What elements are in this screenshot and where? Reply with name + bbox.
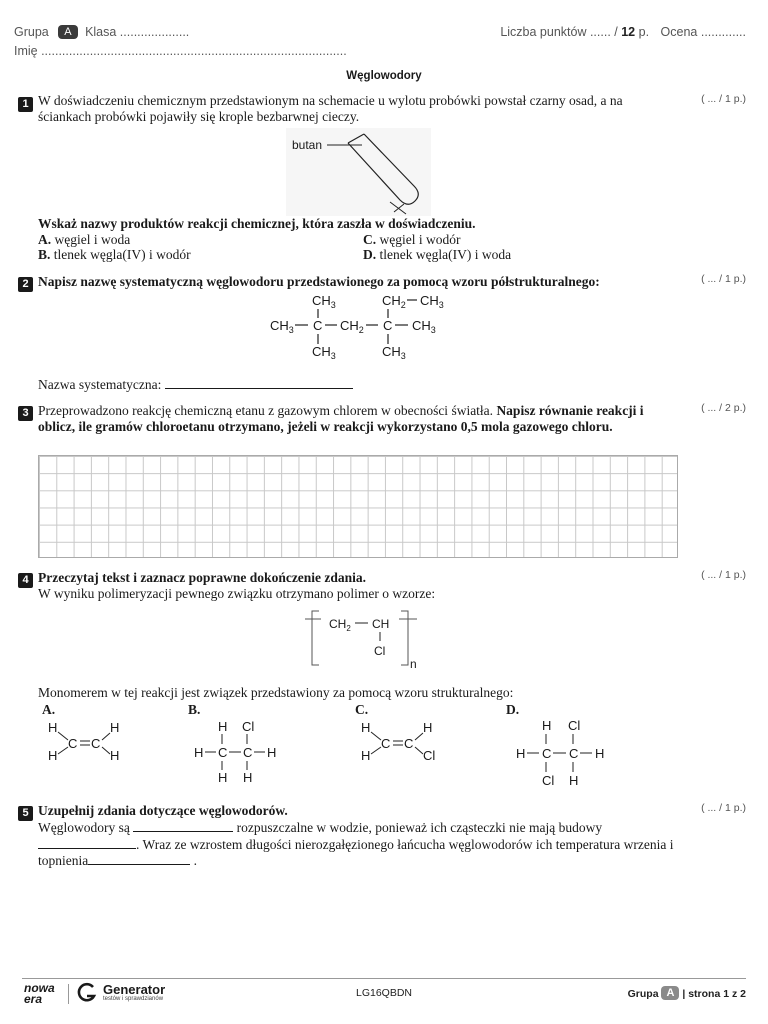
q4-option-b-label[interactable]: B. xyxy=(188,702,201,717)
svg-text:C: C xyxy=(243,745,253,760)
group-label: Grupa xyxy=(14,25,49,39)
q1-instruction: Wskaż nazwy produktów reakcji chemicznej, która zaszła w doświadczeniu. xyxy=(38,216,476,231)
q5-text: Węglowodory są rozpuszczalne w wodzie, ponieważ ich cząsteczki nie mają budowy . Wraz ze wzrostem długości nierozgałęzionego łańcucha węglowodorów ich temperatura wrzenia i topnienia . xyxy=(38,820,674,868)
q1-option-a[interactable]: A. węgiel i woda xyxy=(38,232,131,247)
svg-text:Cl: Cl xyxy=(568,718,581,733)
q5-blank-3[interactable] xyxy=(88,852,190,865)
svg-text:H: H xyxy=(48,720,58,735)
svg-text:CH3: $CH_3$ xyxy=(312,293,336,310)
svg-text:C: C xyxy=(542,746,552,761)
svg-text:H: H xyxy=(423,720,433,735)
svg-text:H: H xyxy=(516,746,526,761)
footer-divider xyxy=(22,978,746,979)
test-tube-diagram xyxy=(286,128,431,216)
points-q5: ( ... / 1 p.) xyxy=(701,802,746,814)
points-max: 12 xyxy=(621,25,636,39)
points-q3: ( ... / 2 p.) xyxy=(701,402,746,414)
q1-option-c[interactable]: C. węgiel i wodór xyxy=(363,232,461,247)
q4-option-a-label[interactable]: A. xyxy=(42,702,56,717)
q2-answer-row xyxy=(38,376,353,393)
q4-option-c-formula[interactable] xyxy=(357,716,447,766)
butan-label: butan xyxy=(292,138,323,152)
svg-text:H: H xyxy=(243,770,253,784)
q3-text: Przeprowadzono reakcję chemiczną etanu z gazowym chlorem w obecności światła. Napisz równanie reakcji i oblicz, ile gramów chloroetanu otrzymano, jeżeli w reakcji wykorzystano 0,5 mola gazowego chloru. xyxy=(38,403,644,434)
svg-text:H: H xyxy=(542,718,552,733)
q2-answer-blank[interactable] xyxy=(165,376,353,389)
q4-question: Monomerem w tej reakcji jest związek przedstawiony za pomocą wzoru strukturalnego: xyxy=(38,685,514,700)
question-number-2: 2 xyxy=(18,274,33,292)
q5-blank-2[interactable] xyxy=(38,836,136,849)
q4-option-b-formula[interactable] xyxy=(190,716,286,784)
q1-option-b[interactable]: B. tlenek węgla(IV) i wodór xyxy=(38,247,191,262)
svg-text:CH3: $CH_3$ xyxy=(312,344,336,361)
svg-text:Cl: Cl xyxy=(242,719,255,734)
q1-intro: W doświadczeniu chemicznym przedstawionym na schemacie u wylotu probówki powstał czarny osad, a na ściankach probówki pojawiły się krople bezbarwnej cieczy. xyxy=(38,93,623,124)
points-q2: ( ... / 1 p.) xyxy=(701,273,746,285)
svg-text:CH2: $CH_2$ xyxy=(329,617,351,633)
generator-subtitle: testów i sprawdzianów xyxy=(103,996,164,1002)
svg-text:H: H xyxy=(218,719,228,734)
svg-text:Cl: Cl xyxy=(542,773,555,788)
svg-text:C: C xyxy=(91,736,101,751)
svg-text:CH3: $CH_3$ xyxy=(420,293,444,310)
points-label: Liczba punktów ...... / xyxy=(500,25,618,39)
nowa-era-logo: nowa era xyxy=(24,981,55,1006)
svg-text:CH: CH xyxy=(372,617,390,631)
svg-text:H: H xyxy=(595,746,605,761)
svg-text:n: n xyxy=(410,657,417,669)
q2-answer-label: Nazwa systematyczna: xyxy=(38,377,162,392)
svg-text:C: C xyxy=(383,318,393,333)
name-field: Imię ........................................................................................ xyxy=(14,44,347,58)
q5-blank-1[interactable] xyxy=(133,819,233,832)
svg-text:CH2: $CH_2$ xyxy=(382,293,406,310)
svg-text:H: H xyxy=(361,748,371,763)
group-badge: A xyxy=(58,25,77,39)
question-number-4: 4 xyxy=(18,570,33,588)
svg-text:H: H xyxy=(218,770,228,784)
points-q1: ( ... / 1 p.) xyxy=(701,93,746,105)
question-number-1: 1 xyxy=(18,94,33,112)
svg-text:H: H xyxy=(194,745,204,760)
svg-text:C: C xyxy=(313,318,323,333)
document-code: LG16QBDN xyxy=(355,987,413,999)
page-title: Węglowodory xyxy=(346,70,422,82)
q3-answer-grid[interactable] xyxy=(38,455,678,558)
q2-structural-formula xyxy=(262,288,462,366)
points-suffix: p. xyxy=(638,25,650,39)
svg-text:H: H xyxy=(569,773,579,788)
q4-option-c-label[interactable]: C. xyxy=(355,702,369,717)
svg-text:C: C xyxy=(404,736,414,751)
q2-instruction: Napisz nazwę systematyczną węglowodoru przedstawionego za pomocą wzoru półstrukturalnego: xyxy=(38,274,600,289)
svg-text:Cl: Cl xyxy=(423,748,436,763)
q4-option-a-formula[interactable] xyxy=(44,716,130,766)
question-number-5: 5 xyxy=(18,803,33,821)
footer-group-badge: A xyxy=(661,986,679,1000)
question-number-3: 3 xyxy=(18,403,33,421)
footer-page-info: Grupa A | strona 1 z 2 xyxy=(627,987,746,1000)
header-score xyxy=(500,25,746,39)
svg-text:CH3: $CH_3$ xyxy=(412,318,436,335)
header-group xyxy=(14,25,189,39)
svg-text:C: C xyxy=(569,746,579,761)
svg-text:C: C xyxy=(218,745,228,760)
generator-title: Generator xyxy=(103,982,166,997)
points-q4: ( ... / 1 p.) xyxy=(701,569,746,581)
q4-instruction: Przeczytaj tekst i zaznacz poprawne dokończenie zdania. xyxy=(38,570,367,585)
q4-option-d-label[interactable]: D. xyxy=(506,702,520,717)
grade-field: Ocena ............. xyxy=(660,25,746,39)
svg-text:H: H xyxy=(48,748,58,763)
q4-option-d-formula[interactable] xyxy=(512,714,616,790)
svg-text:H: H xyxy=(110,748,120,763)
svg-text:CH3: $CH_3$ xyxy=(270,318,294,335)
svg-text:H: H xyxy=(361,720,371,735)
svg-text:Cl: Cl xyxy=(374,644,386,658)
svg-text:C: C xyxy=(381,736,391,751)
class-field: Klasa .................... xyxy=(85,25,190,39)
q4-polymer-formula xyxy=(305,607,417,669)
svg-text:H: H xyxy=(110,720,120,735)
q4-intro: W wyniku polimeryzacji pewnego związku otrzymano polimer o wzorze: xyxy=(38,586,436,601)
q1-option-d[interactable]: D. tlenek węgla(IV) i woda xyxy=(363,247,512,262)
q5-instruction: Uzupełnij zdania dotyczące węglowodorów. xyxy=(38,803,288,818)
svg-text:CH3: $CH_3$ xyxy=(382,344,406,361)
svg-text:H: H xyxy=(267,745,277,760)
svg-text:C: C xyxy=(68,736,78,751)
svg-text:CH2: $CH_2$ xyxy=(340,318,364,335)
